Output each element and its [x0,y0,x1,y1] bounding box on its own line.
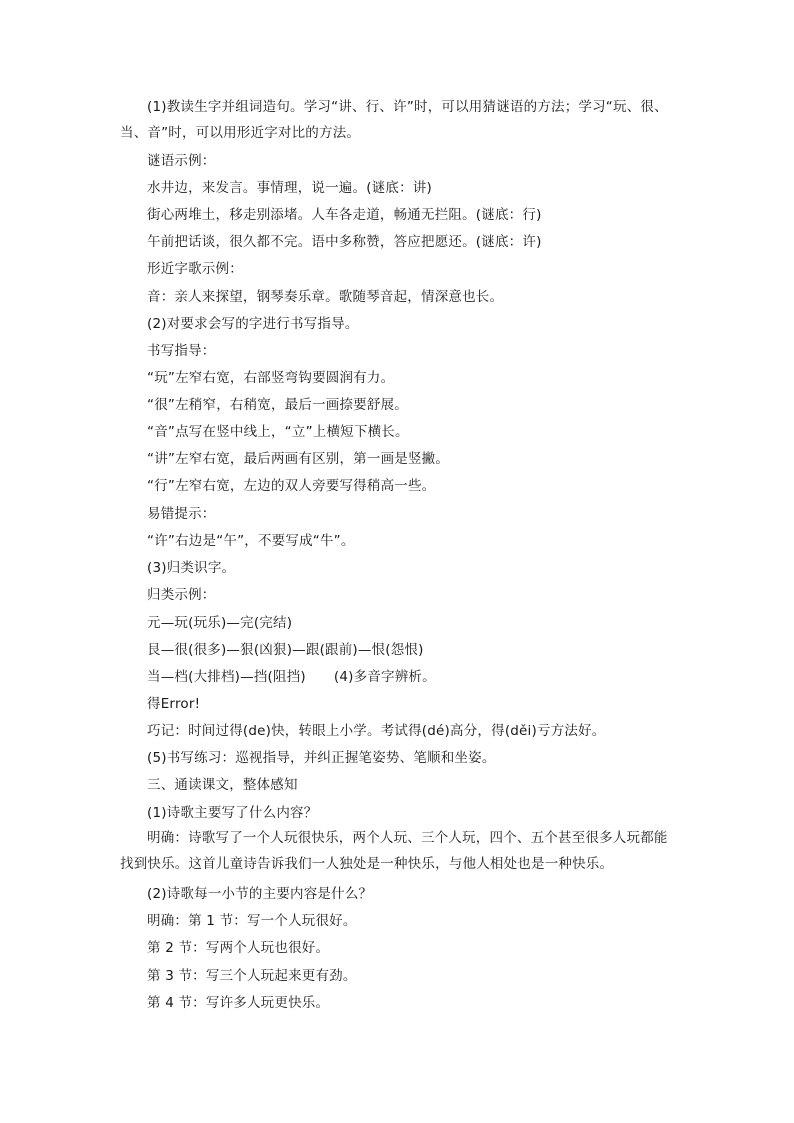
writing-tip-xing: “行”左窄右宽，左边的双人旁要写得稍高一些。 [147,478,436,494]
classification-line-gen: 艮—很(很多)—狠(凶狠)—跟(跟前)—恨(怨恨) [147,642,424,658]
riddle-line-xu: 午前把话谈，很久都不完。语中多称赞，答应把愿还。(谜底：许) [147,234,542,250]
answer-1-paragraph: 明确：诗歌写了一个人玩很快乐，两个人玩、三个人玩，四个、五个甚至很多人玩都能找到快乐。这首儿童诗告诉我们一人独处是一种快乐，与他人相处也是一种快乐。 [120,830,668,872]
item-3-classification: (3)归类识字。 [147,560,236,576]
section-3-heading: 三、通读课文，整体感知 [147,777,298,793]
writing-tip-hen: “很”左稍窄，右稍宽，最后一画捺要舒展。 [147,397,408,413]
answer-2-stanza-4: 第 4 节：写许多人玩更快乐。 [147,995,330,1011]
polyphone-mnemonic: 巧记：时间过得(de)快，转眼上小学。考试得(dé)高分，得(děi)亏方法好。 [147,723,606,739]
classification-dang-text: 当—档(大排档)—挡(阻挡) [147,669,306,685]
writing-tip-jiang: “讲”左窄右宽，最后两画有区别，第一画是竖撇。 [147,451,450,467]
writing-guidance-heading: 书写指导： [147,343,216,359]
writing-tip-wan: “玩”左窄右宽，右部竖弯钩要圆润有力。 [147,370,395,386]
polyphone-de-line: 得Error! [147,696,201,712]
item-2-writing-guidance: (2)对要求会写的字进行书写指导。 [147,316,359,332]
classification-line-dang [147,667,436,687]
writing-tip-yin: “音”点写在竖中线上，“立”上横短下横长。 [147,424,409,440]
riddle-heading: 谜语示例： [147,153,216,169]
answer-2-stanza-3: 第 3 节：写三个人玩起来更有劲。 [147,968,357,984]
item-5-writing-practice: (5)书写练习：巡视指导，并纠正握笔姿势、笔顺和坐姿。 [147,750,496,766]
paragraph-literacy-method: (1)教读生字并组词造句。学习“讲、行、许”时，可以用猜谜语的方法；学习“玩、很、当、音”时，可以用形近字对比的方法。 [120,99,668,141]
riddle-line-xing: 街心两堆土，移走别添堵。人车各走道，畅通无拦阻。(谜底：行) [147,207,542,223]
shape-song-heading: 形近字歌示例： [147,261,243,277]
question-1: (1)诗歌主要写了什么内容？ [147,805,318,821]
shape-song-line-yin: 音：亲人来探望，钢琴奏乐章。歌随琴音起，情深意也长。 [147,289,504,305]
item-4-polyphone: (4)多音字辨析。 [333,669,436,685]
answer-2-stanza-1: 明确：第 1 节：写一个人玩很好。 [147,913,357,929]
classification-line-yuan: 元—玩(玩乐)—完(完结) [147,615,293,631]
error-tip-xu: “许”右边是“午”，不要写成“牛”。 [147,533,355,549]
riddle-line-jiang: 水井边，来发言。事情理，说一遍。(谜底：讲) [147,180,432,196]
error-tip-heading: 易错提示： [147,506,216,522]
classification-heading: 归类示例： [147,587,216,603]
question-2: (2)诗歌每一小节的主要内容是什么？ [147,886,373,902]
answer-2-stanza-2: 第 2 节：写两个人玩也很好。 [147,940,330,956]
